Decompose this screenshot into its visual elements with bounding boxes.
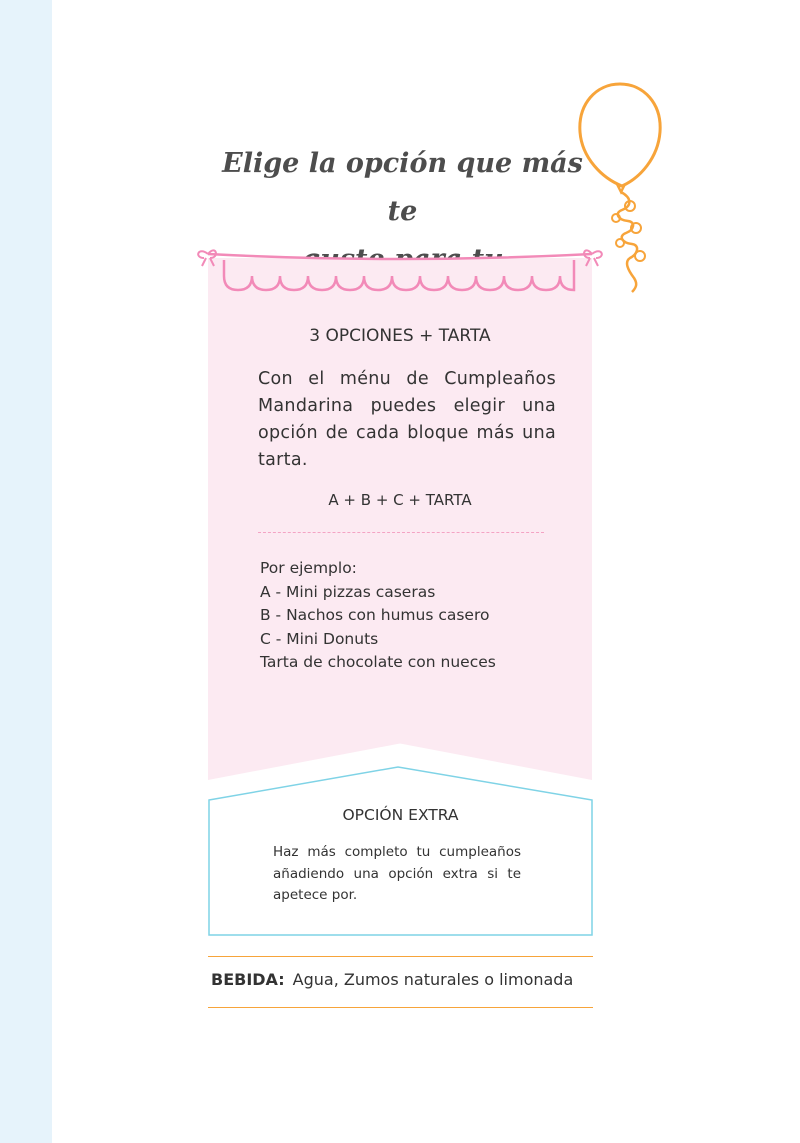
heading-line-1: Elige la opción que más te xyxy=(222,148,583,227)
extra-option-title: OPCIÓN EXTRA xyxy=(342,806,459,824)
example-item: A - Mini pizzas caseras xyxy=(260,582,436,601)
drink-top-rule xyxy=(208,956,593,957)
bunting-garland-icon xyxy=(190,238,610,298)
example-block xyxy=(260,557,580,675)
options-title: 3 OPCIONES + TARTA xyxy=(309,326,491,346)
options-formula: A + B + C + TARTA xyxy=(328,491,472,509)
example-item: Tarta de chocolate con nueces xyxy=(260,653,496,671)
options-description: Con el ménu de Cumpleaños Mandarina puedes elegir una opción de cada bloque más una tarta. xyxy=(258,369,556,470)
example-item: C - Mini Donuts xyxy=(260,629,379,648)
side-strip xyxy=(0,0,52,1143)
example-label: Por ejemplo: xyxy=(260,559,357,577)
example-item: B - Nachos con humus casero xyxy=(260,606,490,624)
drink-row xyxy=(211,970,596,989)
extra-option-text: Haz más completo tu cumpleaños añadiendo una opción extra si te apetece por. xyxy=(273,844,521,903)
dashed-divider xyxy=(258,532,544,533)
drink-label: BEBIDA: xyxy=(211,970,285,989)
drink-value: Agua, Zumos naturales o limonada xyxy=(292,970,574,989)
drink-bottom-rule xyxy=(208,1007,593,1008)
